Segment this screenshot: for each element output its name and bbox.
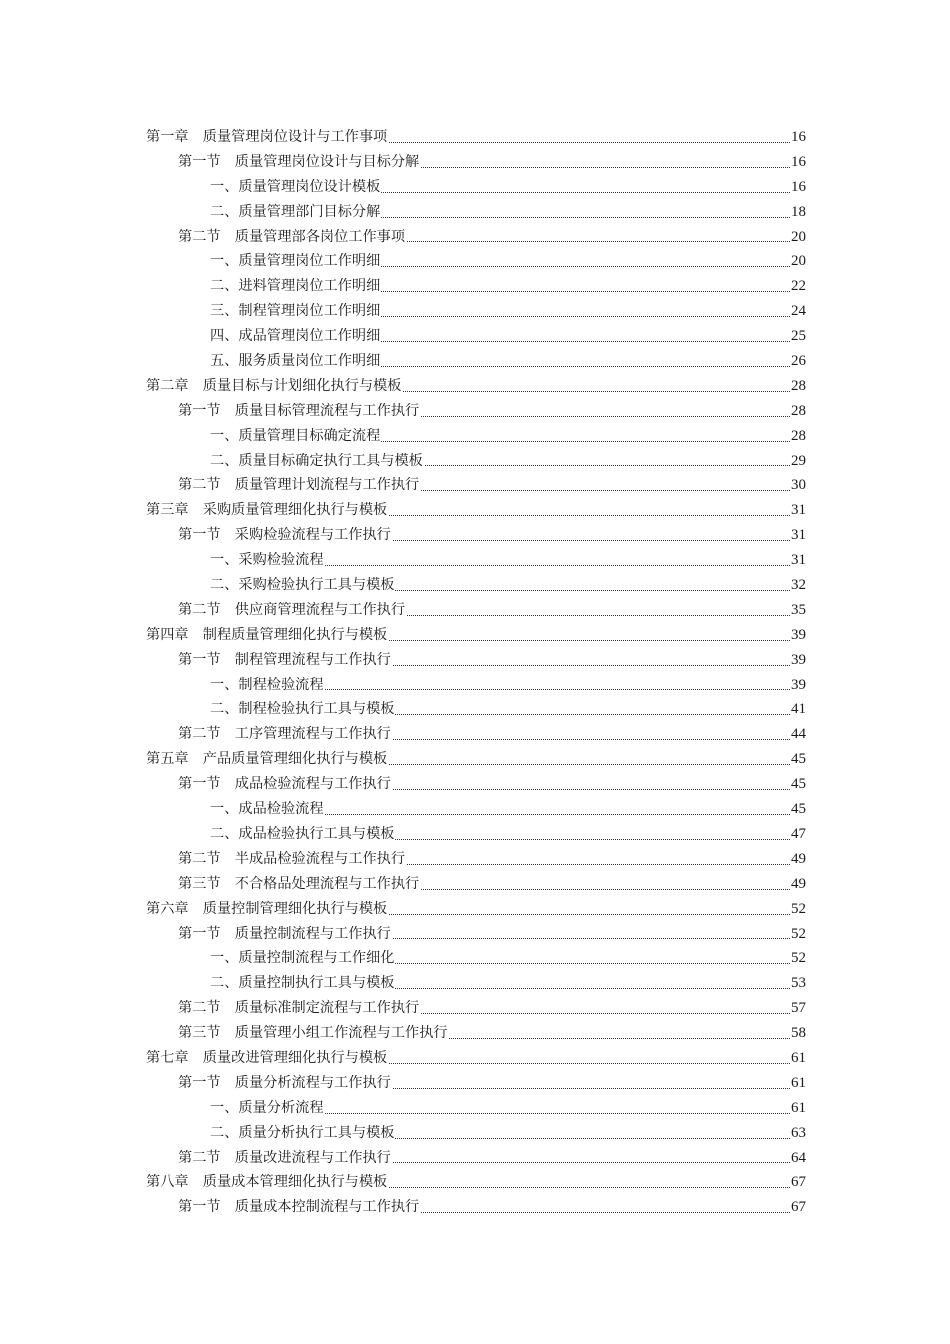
toc-page-number: 58	[790, 1021, 806, 1046]
toc-entry-title: 第三节 不合格品处理流程与工作执行	[178, 872, 420, 897]
toc-entry-title: 二、成品检验执行工具与模板	[210, 822, 395, 847]
toc-entry-title: 第一节 成品检验流程与工作执行	[178, 772, 392, 797]
toc-entry-title: 第二节 质量管理计划流程与工作执行	[178, 473, 420, 498]
toc-entry-title: 第二章 质量目标与计划细化执行与模板	[146, 374, 402, 399]
toc-entry[interactable]	[146, 822, 806, 847]
toc-page-number: 32	[790, 573, 806, 598]
toc-entry[interactable]	[146, 1046, 806, 1071]
toc-entry[interactable]	[146, 573, 806, 598]
toc-page-number: 16	[790, 125, 806, 150]
toc-page-number: 52	[790, 922, 806, 947]
toc-page-number: 44	[790, 722, 806, 747]
toc-page-number: 63	[790, 1121, 806, 1146]
toc-entry-title: 一、质量控制流程与工作细化	[210, 946, 395, 971]
toc-entry-title: 第一节 制程管理流程与工作执行	[178, 648, 392, 673]
toc-page-number: 22	[790, 274, 806, 299]
toc-page-number: 28	[790, 374, 806, 399]
toc-entry-title: 二、质量分析执行工具与模板	[210, 1121, 395, 1146]
toc-entry-title: 二、进料管理岗位工作明细	[210, 274, 381, 299]
toc-entry-title: 第一章 质量管理岗位设计与工作事项	[146, 125, 388, 150]
toc-entry[interactable]	[146, 946, 806, 971]
toc-entry[interactable]	[146, 449, 806, 474]
toc-entry[interactable]	[146, 1096, 806, 1121]
toc-entry-title: 第一节 采购检验流程与工作执行	[178, 523, 392, 548]
toc-page-number: 24	[790, 299, 806, 324]
toc-entry-title: 第三节 质量管理小组工作流程与工作执行	[178, 1021, 449, 1046]
toc-page-number: 31	[790, 523, 806, 548]
toc-page-number: 28	[790, 399, 806, 424]
toc-page-number: 45	[790, 747, 806, 772]
toc-entry[interactable]	[146, 623, 806, 648]
toc-entry-title: 二、采购检验执行工具与模板	[210, 573, 395, 598]
toc-entry[interactable]	[146, 175, 806, 200]
toc-page-number: 20	[790, 225, 806, 250]
toc-entry[interactable]	[146, 1121, 806, 1146]
toc-entry[interactable]	[146, 473, 806, 498]
toc-page-number: 31	[790, 498, 806, 523]
toc-entry[interactable]	[146, 897, 806, 922]
toc-entry[interactable]	[146, 922, 806, 947]
toc-entry[interactable]	[146, 249, 806, 274]
toc-entry[interactable]	[146, 1146, 806, 1171]
toc-page-number: 61	[790, 1071, 806, 1096]
toc-entry[interactable]	[146, 523, 806, 548]
toc-page-number: 30	[790, 473, 806, 498]
toc-page-number: 52	[790, 946, 806, 971]
toc-page-number: 16	[790, 175, 806, 200]
toc-entry-title: 第八章 质量成本管理细化执行与模板	[146, 1170, 388, 1195]
toc-entry-title: 第一节 质量管理岗位设计与目标分解	[178, 150, 420, 175]
toc-entry-title: 第一节 质量控制流程与工作执行	[178, 922, 392, 947]
toc-entry-title: 第二节 质量标准制定流程与工作执行	[178, 996, 420, 1021]
toc-entry-title: 一、质量管理岗位设计模板	[210, 175, 381, 200]
toc-page-number: 28	[790, 424, 806, 449]
toc-entry-title: 一、采购检验流程	[210, 548, 325, 573]
toc-entry[interactable]	[146, 598, 806, 623]
toc-entry-title: 第五章 产品质量管理细化执行与模板	[146, 747, 388, 772]
toc-entry[interactable]	[146, 996, 806, 1021]
toc-entry-title: 第一节 质量目标管理流程与工作执行	[178, 399, 420, 424]
toc-entry-title: 一、质量管理目标确定流程	[210, 424, 381, 449]
table-of-contents	[146, 125, 806, 1220]
toc-entry-title: 第四章 制程质量管理细化执行与模板	[146, 623, 388, 648]
toc-page-number: 39	[790, 623, 806, 648]
toc-entry[interactable]	[146, 548, 806, 573]
toc-entry-title: 第三章 采购质量管理细化执行与模板	[146, 498, 388, 523]
toc-entry[interactable]	[146, 1170, 806, 1195]
toc-entry-title: 第一节 质量成本控制流程与工作执行	[178, 1195, 420, 1220]
toc-entry[interactable]	[146, 424, 806, 449]
toc-entry-title: 第一节 质量分析流程与工作执行	[178, 1071, 392, 1096]
toc-entry-title: 一、成品检验流程	[210, 797, 325, 822]
toc-entry-title: 二、质量控制执行工具与模板	[210, 971, 395, 996]
toc-entry-title: 第二节 供应商管理流程与工作执行	[178, 598, 406, 623]
toc-entry[interactable]	[146, 872, 806, 897]
toc-entry[interactable]	[146, 399, 806, 424]
toc-entry[interactable]	[146, 200, 806, 225]
toc-page-number: 57	[790, 996, 806, 1021]
toc-entry[interactable]	[146, 697, 806, 722]
toc-entry[interactable]	[146, 673, 806, 698]
toc-entry[interactable]	[146, 225, 806, 250]
toc-entry-title: 第二节 质量管理部各岗位工作事项	[178, 225, 406, 250]
toc-page-number: 52	[790, 897, 806, 922]
toc-entry-title: 二、制程检验执行工具与模板	[210, 697, 395, 722]
toc-entry[interactable]	[146, 349, 806, 374]
toc-entry[interactable]	[146, 722, 806, 747]
toc-entry[interactable]	[146, 150, 806, 175]
toc-entry[interactable]	[146, 1021, 806, 1046]
toc-entry-title: 二、质量管理部门目标分解	[210, 200, 381, 225]
toc-entry-title: 一、质量管理岗位工作明细	[210, 249, 381, 274]
toc-page-number: 25	[790, 324, 806, 349]
toc-page-number: 67	[790, 1195, 806, 1220]
toc-entry[interactable]	[146, 797, 806, 822]
toc-page-number: 61	[790, 1096, 806, 1121]
toc-entry-title: 一、质量分析流程	[210, 1096, 325, 1121]
toc-entry[interactable]	[146, 299, 806, 324]
toc-page-number: 26	[790, 349, 806, 374]
toc-entry-title: 第二节 工序管理流程与工作执行	[178, 722, 392, 747]
toc-page-number: 49	[790, 872, 806, 897]
toc-page-number: 47	[790, 822, 806, 847]
toc-entry-title: 第二节 半成品检验流程与工作执行	[178, 847, 406, 872]
toc-page-number: 31	[790, 548, 806, 573]
toc-entry[interactable]	[146, 274, 806, 299]
toc-page-number: 39	[790, 673, 806, 698]
toc-page-number: 45	[790, 797, 806, 822]
toc-entry[interactable]	[146, 971, 806, 996]
toc-entry[interactable]	[146, 374, 806, 399]
toc-entry-title: 二、质量目标确定执行工具与模板	[210, 449, 424, 474]
toc-entry[interactable]	[146, 125, 806, 150]
toc-page-number: 64	[790, 1146, 806, 1171]
toc-page-number: 53	[790, 971, 806, 996]
toc-entry-title: 第七章 质量改进管理细化执行与模板	[146, 1046, 388, 1071]
toc-page-number: 39	[790, 648, 806, 673]
toc-entry[interactable]	[146, 1071, 806, 1096]
toc-page-number: 18	[790, 200, 806, 225]
toc-page-number: 61	[790, 1046, 806, 1071]
toc-entry-title: 四、成品管理岗位工作明细	[210, 324, 381, 349]
toc-page-number: 16	[790, 150, 806, 175]
toc-entry-title: 第六章 质量控制管理细化执行与模板	[146, 897, 388, 922]
toc-page-number: 41	[790, 697, 806, 722]
toc-entry[interactable]	[146, 747, 806, 772]
toc-page-number: 29	[790, 449, 806, 474]
toc-page-number: 45	[790, 772, 806, 797]
toc-entry-title: 一、制程检验流程	[210, 673, 325, 698]
toc-entry-title: 第二节 质量改进流程与工作执行	[178, 1146, 392, 1171]
toc-page-number: 49	[790, 847, 806, 872]
toc-page-number: 35	[790, 598, 806, 623]
toc-entry[interactable]	[146, 847, 806, 872]
toc-entry[interactable]	[146, 1195, 806, 1220]
toc-entry-title: 三、制程管理岗位工作明细	[210, 299, 381, 324]
toc-page-number: 67	[790, 1170, 806, 1195]
toc-entry[interactable]	[146, 648, 806, 673]
toc-page-number: 20	[790, 249, 806, 274]
toc-entry[interactable]	[146, 324, 806, 349]
toc-entry-title: 五、服务质量岗位工作明细	[210, 349, 381, 374]
toc-entry[interactable]	[146, 772, 806, 797]
toc-entry[interactable]	[146, 498, 806, 523]
